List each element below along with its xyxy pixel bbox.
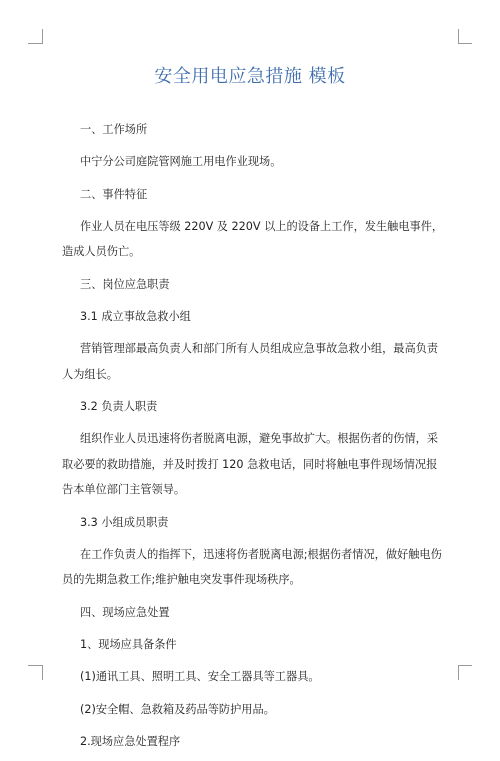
- section-heading-emergency-duties: 三、岗位应急职责: [80, 277, 170, 291]
- subheading-onsite-procedure: 2.现场应急处置程序: [80, 734, 181, 748]
- paragraph-workplace: 中宁分公司庭院管网施工用电作业现场。: [80, 155, 282, 169]
- paragraph-event-features: 作业人员在电压等级 220V 及 220V 以上的设备上工作，发生触电事件，造成人员伤亡。: [62, 219, 444, 259]
- document-body: [62, 117, 444, 761]
- section-heading-workplace: 一、工作场所: [80, 123, 148, 136]
- paragraph-member-duties: 在工作负责人的指挥下，迅速将伤者脱离电源;根据伤者情况，做好触电伤员的先期急救工作;维护触电突发事件现场秩序。: [62, 547, 442, 587]
- crop-mark-bottom-right-horizontal: [458, 665, 472, 666]
- document-title: 安全用电应急措施 模板: [154, 66, 346, 87]
- paragraph-leader-duties: 组织作业人员迅速将伤者脱离电源，避免事故扩大。根据伤者的伤情，采取必要的救助措施，并及时拨打 120 急救电话，同时将触电事件现场情况报告本单位部门主管领导。: [62, 432, 439, 497]
- crop-mark-top-left-vertical: [42, 29, 43, 44]
- section-heading-event-features: 二、事件特征: [80, 187, 148, 201]
- crop-mark-top-left-horizontal: [28, 43, 42, 44]
- paragraph-rescue-team: 营销管理部最高负责人和部门所有人员组成应急事故急救小组，最高负责人为组长。: [62, 342, 439, 381]
- section-heading-onsite-handling: 四、现场应急处置: [80, 605, 170, 619]
- crop-mark-bottom-right-vertical: [458, 665, 459, 680]
- crop-mark-top-right-vertical: [458, 29, 459, 44]
- subheading-leader-duties: 3.2 负责人职责: [80, 400, 158, 414]
- subheading-site-conditions: 1、现场应具备条件: [80, 638, 177, 652]
- crop-mark-bottom-left-vertical: [42, 665, 43, 680]
- crop-mark-bottom-left-horizontal: [28, 665, 42, 666]
- crop-mark-top-right-horizontal: [458, 43, 472, 44]
- subheading-member-duties: 3.3 小组成员职责: [80, 515, 169, 529]
- list-item-protective-gear: (2)安全帽、急救箱及药品等防护用品。: [80, 702, 275, 716]
- list-item-tools: (1)通讯工具、照明工具、安全工器具等工器具。: [80, 670, 320, 684]
- subheading-rescue-team: 3.1 成立事故急救小组: [80, 309, 191, 323]
